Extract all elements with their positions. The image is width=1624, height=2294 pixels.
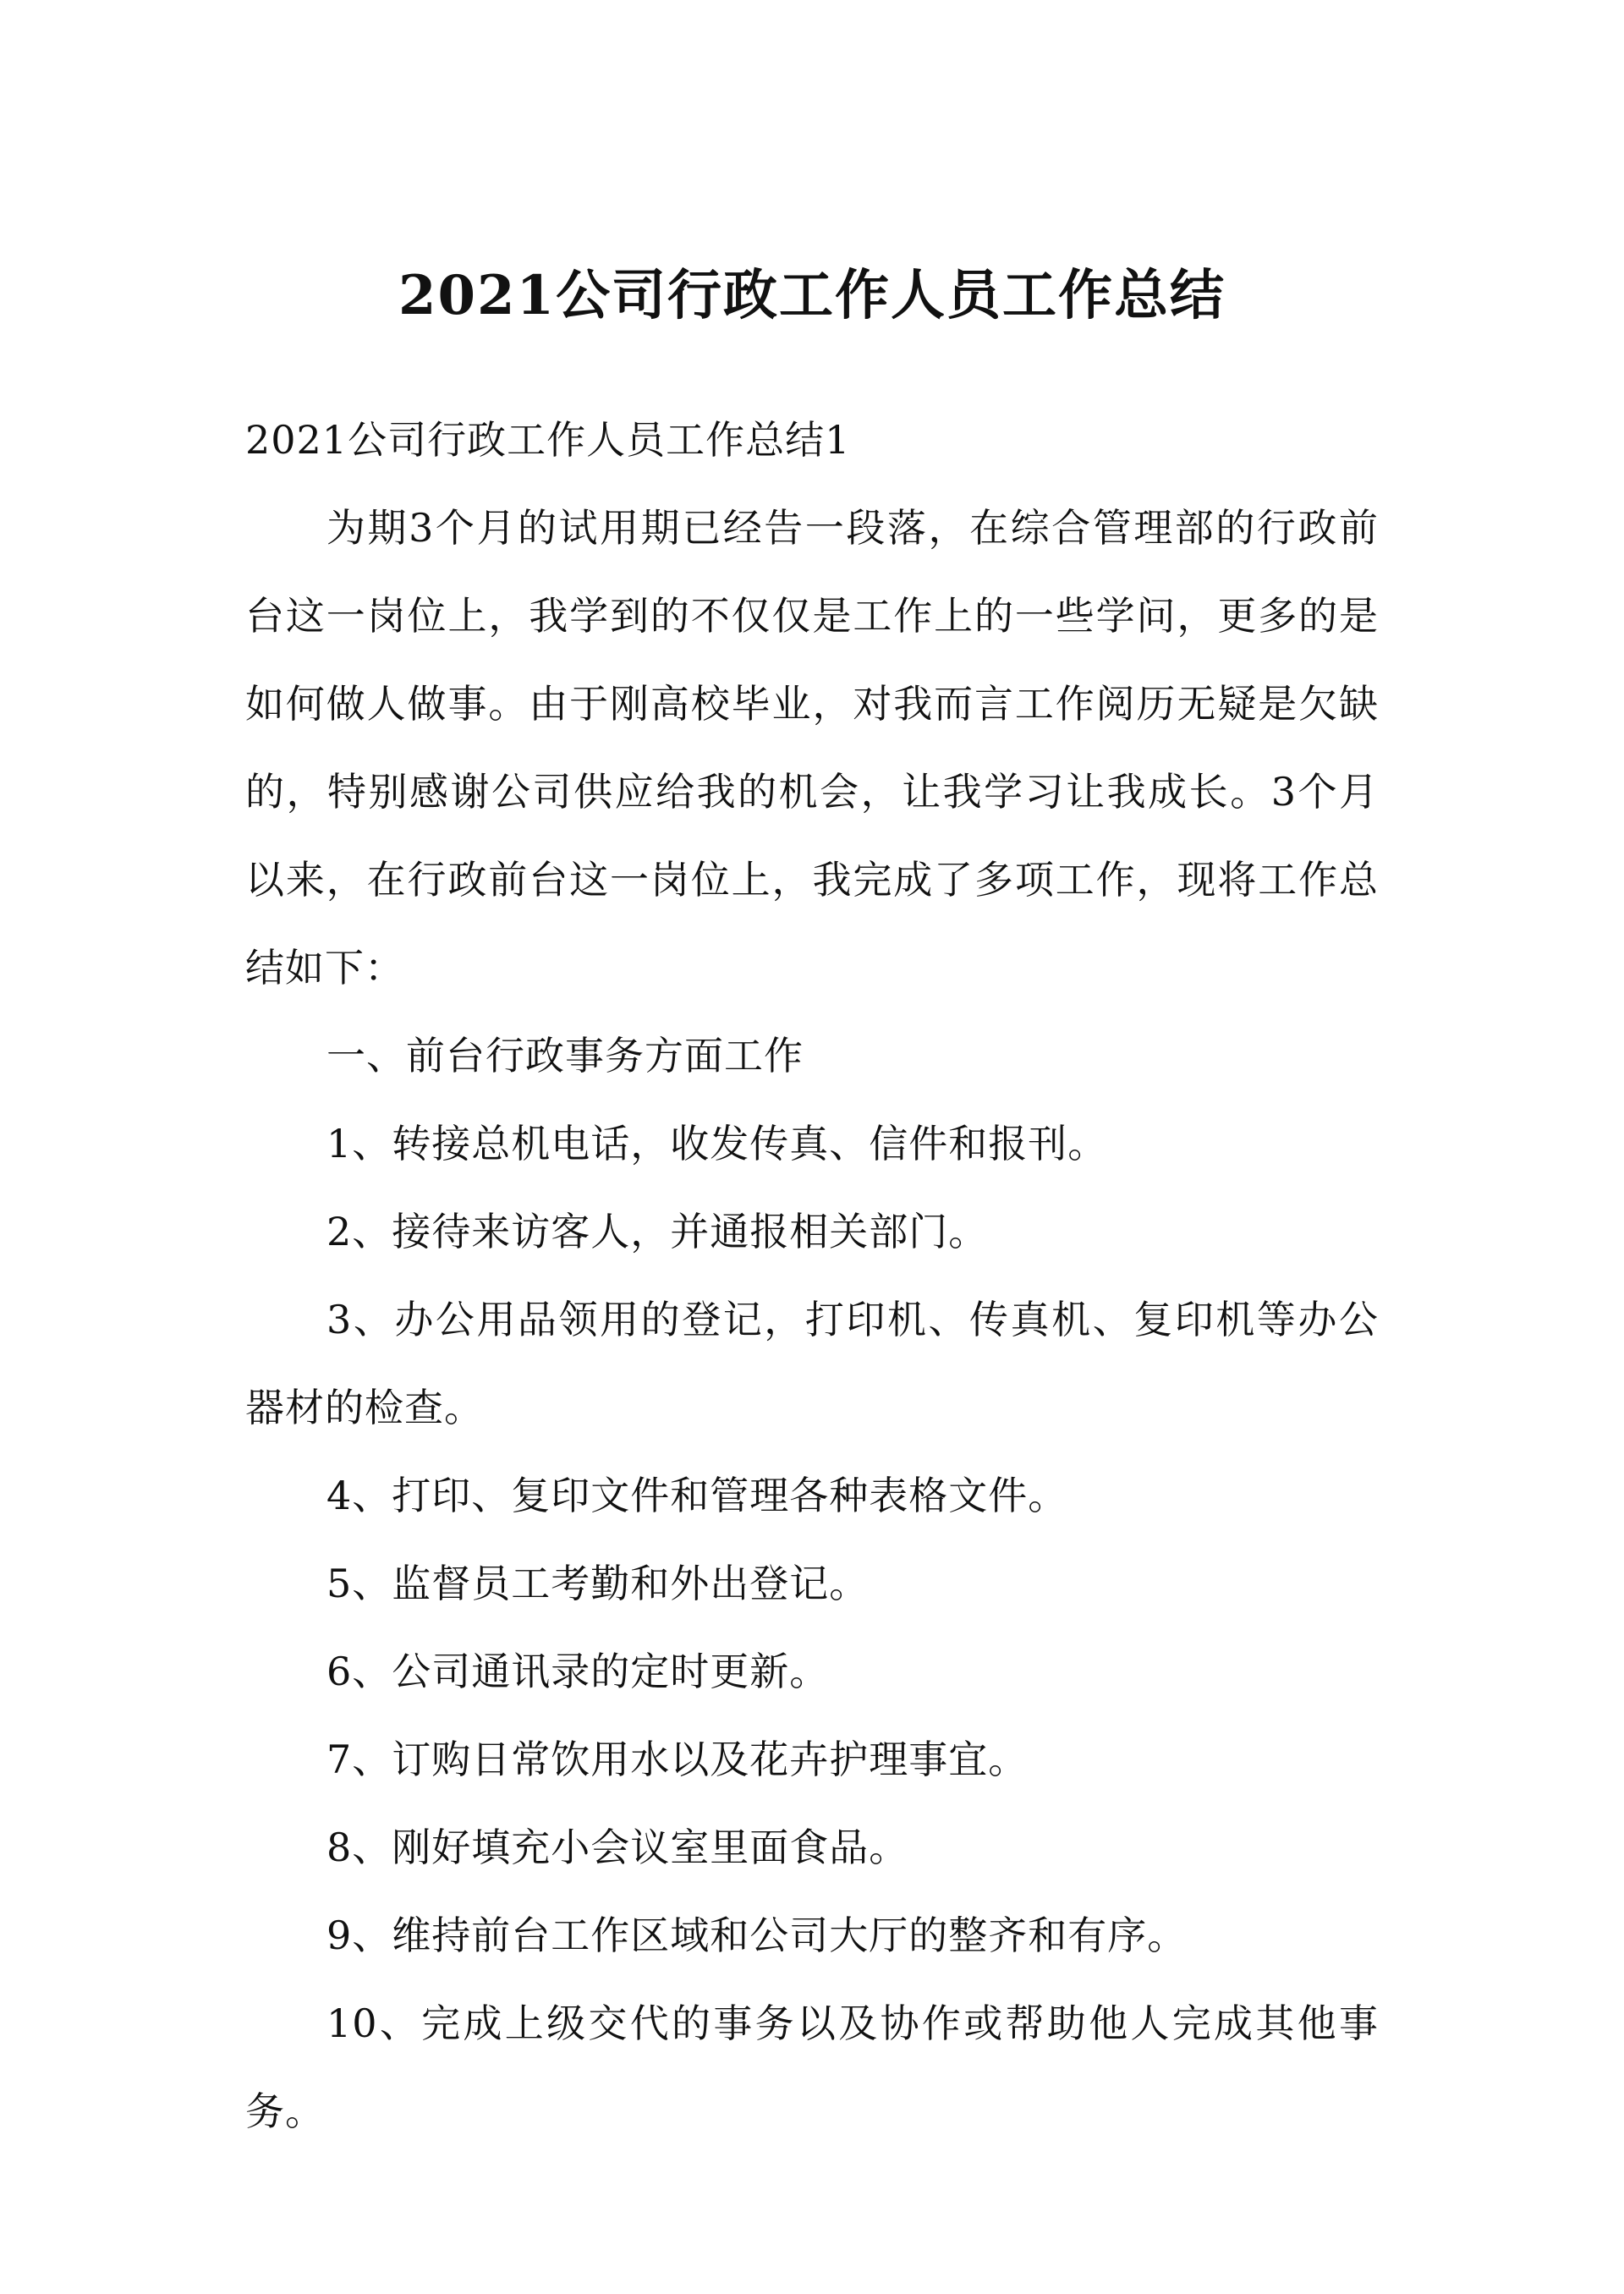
- document-body: [245, 396, 1379, 2155]
- list-item: 3、办公用品领用的登记，打印机、传真机、复印机等办公器材的检查。: [245, 1297, 1379, 1430]
- list-item: 7、订购日常饮用水以及花卉护理事宜。: [326, 1737, 1029, 1782]
- list-item: 6、公司通讯录的定时更新。: [326, 1649, 830, 1694]
- list-item: 9、维持前台工作区域和公司大厅的整齐和有序。: [326, 1913, 1188, 1958]
- document-title: 2021公司行政工作人员工作总结: [398, 264, 1226, 327]
- list-item: 4、打印、复印文件和管理各种表格文件。: [326, 1473, 1068, 1518]
- list-item: 5、监督员工考勤和外出登记。: [326, 1561, 870, 1606]
- section-heading: 一、前台行政事务方面工作: [326, 1033, 804, 1078]
- list-item: 8、刚好填充小会议室里面食品。: [326, 1825, 909, 1870]
- intro-paragraph: 为期3个月的试用期已经告一段落，在综合管理部的行政前台这一岗位上，我学到的不仅仅是工作上的一些学问，更多的是如何做人做事。由于刚高校毕业，对我而言工作阅历无疑是欠缺的，特别感谢公司供应给我的机会，让我学习让我成长。3个月以来，在行政前台这一岗位上，我完成了多项工作，现将工作总结如下：: [245, 505, 1379, 991]
- list-item: 2、接待来访客人，并通报相关部门。: [326, 1209, 989, 1254]
- summary-subheading: 2021公司行政工作人员工作总结1: [245, 417, 851, 463]
- list-item: 10、完成上级交代的事务以及协作或帮助他人完成其他事务。: [245, 2000, 1379, 2134]
- list-item: 1、转接总机电话，收发传真、信件和报刊。: [326, 1121, 1108, 1166]
